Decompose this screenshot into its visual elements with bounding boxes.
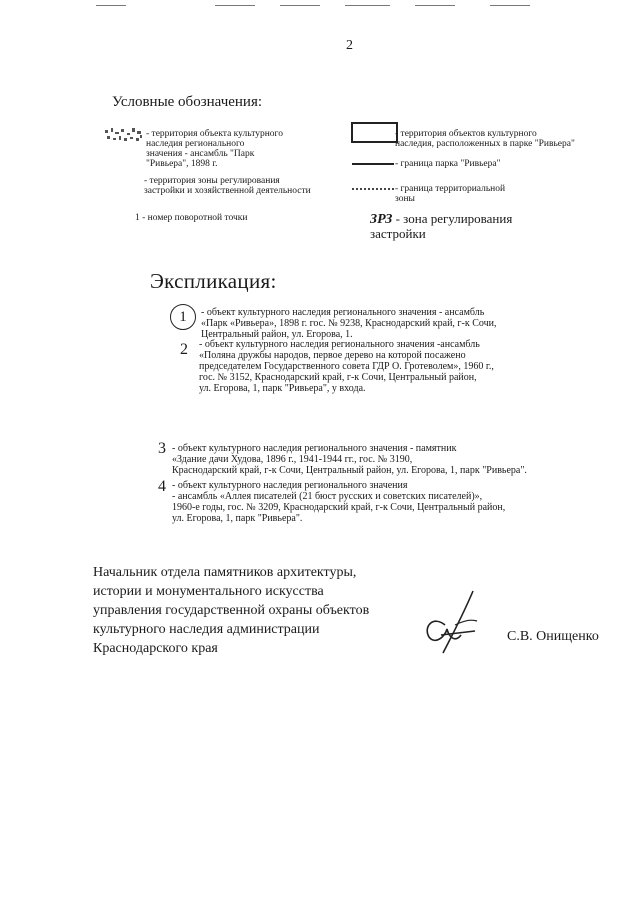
explication-num-1: 1 (170, 304, 196, 330)
explication-item-1: - объект культурного наследия регионального значения - ансамбль «Парк «Ривьера», 1898 г. гос. № 9238, Краснодарский край, г-к Сочи, Центральный район, ул. Егорова, 1. (201, 307, 497, 340)
zrz-code: ЗРЗ (370, 212, 393, 227)
rectangle-outline-icon (351, 122, 398, 143)
legend-item-2: - территория объектов культурного наследия, расположенных в парке "Ривьера" (395, 129, 575, 149)
legend-zrz: ЗРЗ - зона регулирования застройки (370, 211, 513, 241)
signature-image (415, 585, 490, 660)
legend-item-1: - территория объекта культурного наследия регионального значения - ансамбль "Парк "Ривьера", 1898 г. (146, 129, 283, 169)
signer-name: С.В. Онищенко (507, 629, 599, 644)
dotted-line-icon (352, 188, 394, 190)
signatory-position: Начальник отдела памятников архитектуры, истории и монументального искусства управления государственной охраны объектов культурного наследия администрации Краснодарского края (93, 565, 370, 656)
legend-item-5: - граница территориальной зоны (395, 184, 506, 204)
legend-item-6: 1 - номер поворотной точки (135, 213, 248, 223)
explication-title: Экспликация: (150, 269, 277, 293)
explication-item-4: - объект культурного наследия регионального значения - ансамбль «Аллея писателей (21 бюст русских и советских писателей)», 1960-е годы, гос. № 3209, Краснодарский край, г-к Сочи, Центральный район, ул. Егорова, 1, парк "Ривьера". (172, 480, 506, 524)
legend-item-4: - граница парка "Ривьера" (395, 159, 501, 169)
legend-item-3: - территория зоны регулирования застройки и хозяйственной деятельности (144, 176, 311, 196)
explication-num-4: 4 (158, 478, 166, 495)
scan-marks (0, 0, 640, 8)
explication-item-3: - объект культурного наследия регионального значения - памятник «Здание дачи Худова, 1896 г., 1941-1944 гг., гос. № 3190, Краснодарский край, г-к Сочи, Центральный район, ул. Егорова, 1, парк "Ривьера". (172, 443, 527, 476)
page-number: 2 (346, 38, 353, 53)
hatched-area-icon (103, 126, 145, 144)
explication-num-3: 3 (158, 440, 166, 457)
legend-title: Условные обозначения: (112, 94, 263, 110)
explication-item-2: - объект культурного наследия регионального значения -ансамбль «Поляна дружбы народов, первое дерево на которой посажено председателем Государственного совета ГДР О. Гротеволем», 1960 г., гос. № 3152, Краснодарский край, г-к Сочи, Центральный район, ул. Егорова, 1, парк "Ривьера", у входа. (199, 339, 494, 394)
explication-num-2: 2 (180, 341, 188, 358)
solid-line-icon (352, 163, 394, 165)
